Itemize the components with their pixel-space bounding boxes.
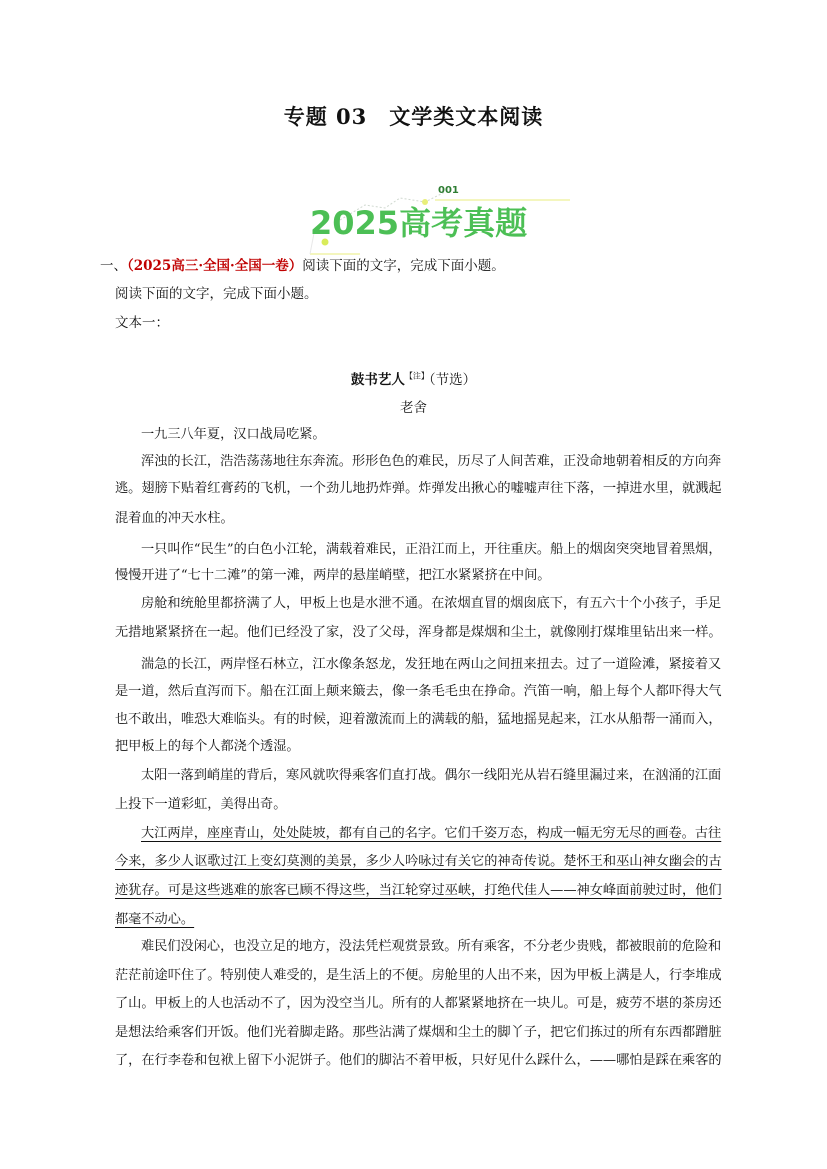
text-line: 一九三八年夏，汉口战局吃紧。 <box>141 427 326 442</box>
text-line: 把甲板上的每个人都浇个透湿。 <box>115 739 300 754</box>
text-line: 了，在行李卷和包袱上留下小泥饼子。他们的脚沾不着甲板，只好见什么踩什么，——哪怕是踩在乘客的 <box>115 1053 722 1068</box>
text-line: 房舱和统舱里都挤满了人，甲板上也是水泄不通。在浓烟直冒的烟囱底下，有五六十个小孩子，手足 <box>141 596 722 611</box>
question-source: （2025高三·全国·全国一卷） <box>127 258 303 274</box>
text-line: 湍急的长江，两岸怪石林立，江水像条怒龙，发狂地在两山之间扭来扭去。过了一道险滩，紧接着又 <box>141 657 722 672</box>
question-number: 一、 <box>100 258 127 274</box>
text-line: 慢慢开进了“七十二滩”的第一滩，两岸的悬崖峭壁，把江水紧紧挤在中间。 <box>115 568 551 583</box>
logo-tag: 001 <box>438 185 459 196</box>
text-line: 也不敢出，唯恐大难临头。有的时候，迎着激流而上的满载的船，猛地摇晃起来，江水从船帮一涌而入， <box>115 712 722 727</box>
passage-heading <box>0 368 827 388</box>
text-line: 上投下一道彩虹，美得出奇。 <box>115 797 287 812</box>
underlined-line: 大江两岸，座座青山，处处陡坡，都有自己的名字。它们千姿万态，构成一幅无穷无尽的画卷。古往 <box>141 826 722 841</box>
text-line: 一只叫作“民生”的白色小江轮，满载着难民，正沿江而上，开往重庆。船上的烟囱突突地冒着黑烟， <box>141 542 722 557</box>
logo-banner <box>280 180 580 260</box>
text-line: 了山。甲板上的人也活动不了，因为没空当儿。所有的人都紧紧地挤在一块儿。可是，疲劳不堪的茶房还 <box>115 996 722 1011</box>
text-line: 无措地紧紧挤在一起。他们已经没了家，没了父母，浑身都是煤烟和尘土，就像刚打煤堆里钻出来一样。 <box>115 625 722 640</box>
text-label: 文本一： <box>115 315 169 331</box>
page-title: 专题 03 文学类文本阅读 <box>283 104 544 129</box>
passage-note: 【注】 <box>404 371 429 381</box>
text-line: 是想法给乘客们开饭。他们光着脚走路。那些沾满了煤烟和尘土的脚丫子，把它们拣过的所有东西都蹭脏 <box>115 1025 722 1040</box>
repeat-instruction: 阅读下面的文字，完成下面小题。 <box>115 286 318 302</box>
underlined-line: 今来，多少人讴歌过江上变幻莫测的美景，多少人吟咏过有关它的神奇传说。楚怀王和巫山神女幽会的古 <box>115 854 722 869</box>
text-line: 茫茫前途吓住了。特别使人难受的，是生活上的不便。房舱里的人出不来，因为甲板上满是人，行李堆成 <box>115 968 722 983</box>
passage-title: 鼓书艺人 <box>350 372 405 388</box>
underlined-line: 迹犹存。可是这些逃难的旅客已顾不得这些，当江轮穿过巫峡，打绝代佳人——神女峰面前驶过时，他们 <box>115 883 722 898</box>
text-line: 浑浊的长江，浩浩荡荡地往东奔流。形形色色的难民，历尽了人间苦难，正没命地朝着相反的方向奔 <box>141 454 722 469</box>
text-line: 难民们没闲心，也没立足的地方，没法凭栏观赏景致。所有乘客，不分老少贵贱，都被眼前的危险和 <box>141 939 722 954</box>
passage-author: 老舍 <box>400 400 427 416</box>
question-instruction: 阅读下面的文字，完成下面小题。 <box>302 258 505 274</box>
text-line: 是一道，然后直泻而下。船在江面上颠来簸去，像一条毛毛虫在挣命。汽笛一响，船上每个人都吓得大气 <box>115 684 722 699</box>
text-line: 混着血的冲天水柱。 <box>115 511 234 526</box>
text-line: 太阳一落到峭崖的背后，寒风就吹得乘客们直打战。偶尔一线阳光从岩石缝里漏过来，在汹涌的江面 <box>141 768 722 783</box>
underlined-line: 都毫不动心。 <box>115 912 195 927</box>
passage-suffix: （节选） <box>428 372 477 388</box>
text-line: 逃。翅膀下贴着红膏药的飞机，一个劲儿地扔炸弹。炸弹发出揪心的嘘嘘声往下落，一掉进水里，就溅起 <box>115 481 722 496</box>
question-header <box>100 254 505 274</box>
logo-text: 2025高考真题 <box>310 204 528 242</box>
